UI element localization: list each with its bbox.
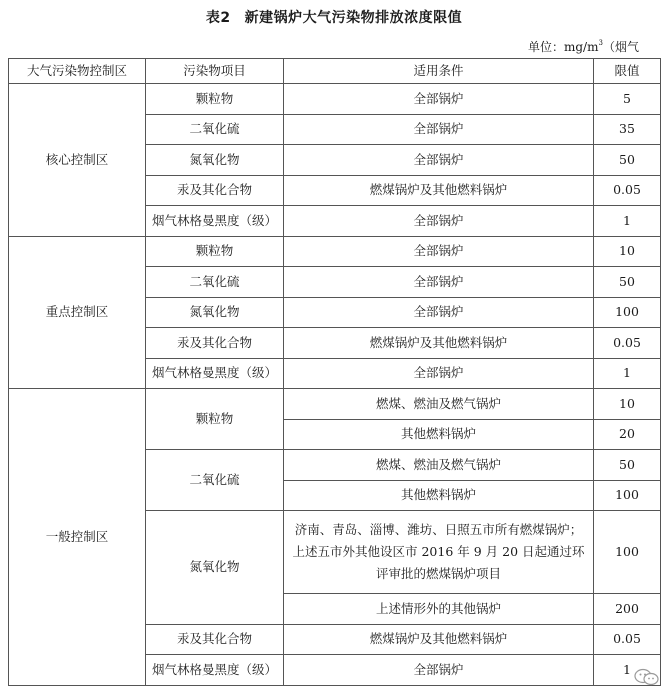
pollutant-cell: 烟气林格曼黑度（级） <box>146 358 284 389</box>
pollutant-cell: 氮氧化物 <box>146 511 284 625</box>
condition-cell: 燃煤、燃油及燃气锅炉 <box>284 389 594 420</box>
table-title <box>0 7 668 27</box>
pollutant-cell: 二氧化硫 <box>146 114 284 145</box>
condition-cell: 全部锅炉 <box>284 297 594 328</box>
unit-superscript: 3 <box>598 39 603 47</box>
header-limit: 限值 <box>594 59 661 84</box>
condition-cell: 全部锅炉 <box>284 84 594 115</box>
limit-cell: 5 <box>594 84 661 115</box>
limit-cell: 35 <box>594 114 661 145</box>
wechat-watermark-icon <box>632 667 662 687</box>
limit-cell: 1 <box>594 655 661 686</box>
pollutant-cell: 二氧化硫 <box>146 267 284 298</box>
pollutant-cell: 汞及其化合物 <box>146 328 284 359</box>
condition-cell: 全部锅炉 <box>284 236 594 267</box>
pollutant-cell: 汞及其化合物 <box>146 624 284 655</box>
pollutant-cell: 颗粒物 <box>146 84 284 115</box>
limit-cell: 20 <box>594 419 661 450</box>
pollutant-cell: 颗粒物 <box>146 389 284 450</box>
condition-cell: 全部锅炉 <box>284 206 594 237</box>
limit-cell: 0.05 <box>594 175 661 206</box>
emission-limits-table <box>8 58 661 686</box>
header-pollutant: 污染物项目 <box>146 59 284 84</box>
condition-cell: 上述情形外的其他锅炉 <box>284 594 594 625</box>
pollutant-cell: 氮氧化物 <box>146 297 284 328</box>
condition-cell: 其他燃料锅炉 <box>284 419 594 450</box>
unit-prefix: 单位：mg/m <box>528 40 599 54</box>
table-row <box>9 389 661 420</box>
limit-cell: 100 <box>594 511 661 594</box>
limit-cell: 50 <box>594 450 661 481</box>
limit-cell: 100 <box>594 297 661 328</box>
condition-cell: 全部锅炉 <box>284 267 594 298</box>
header-control-zone: 大气污染物控制区 <box>9 59 146 84</box>
zone-general: 一般控制区 <box>9 389 146 686</box>
pollutant-cell: 氮氧化物 <box>146 145 284 176</box>
condition-cell: 燃煤锅炉及其他燃料锅炉 <box>284 175 594 206</box>
pollutant-cell: 烟气林格曼黑度（级） <box>146 206 284 237</box>
pollutant-cell: 烟气林格曼黑度（级） <box>146 655 284 686</box>
condition-cell: 全部锅炉 <box>284 145 594 176</box>
limit-cell: 50 <box>594 267 661 298</box>
condition-cell: 全部锅炉 <box>284 358 594 389</box>
limit-cell: 200 <box>594 594 661 625</box>
limit-cell: 100 <box>594 480 661 511</box>
condition-cell: 其他燃料锅炉 <box>284 480 594 511</box>
unit-label <box>528 38 668 55</box>
limit-cell: 10 <box>594 389 661 420</box>
table-row <box>9 84 661 115</box>
table-number: 表2 <box>205 10 231 26</box>
zone-core: 核心控制区 <box>9 84 146 237</box>
condition-cell: 济南、青岛、淄博、潍坊、日照五市所有燃煤锅炉；上述五市外其他设区市 2016 年 9 月 20 日起通过环评审批的燃煤锅炉项目 <box>284 511 594 594</box>
limit-cell: 0.05 <box>594 624 661 655</box>
limit-cell: 0.05 <box>594 328 661 359</box>
condition-cell: 全部锅炉 <box>284 655 594 686</box>
pollutant-cell: 汞及其化合物 <box>146 175 284 206</box>
pollutant-cell: 二氧化硫 <box>146 450 284 511</box>
zone-key: 重点控制区 <box>9 236 146 389</box>
condition-cell: 全部锅炉 <box>284 114 594 145</box>
table-title-text: 新建锅炉大气污染物排放浓度限值 <box>244 10 463 26</box>
table-header-row <box>9 59 661 84</box>
condition-cell: 燃煤锅炉及其他燃料锅炉 <box>284 328 594 359</box>
pollutant-cell: 颗粒物 <box>146 236 284 267</box>
limit-cell: 50 <box>594 145 661 176</box>
condition-cell: 燃煤锅炉及其他燃料锅炉 <box>284 624 594 655</box>
unit-suffix: （烟气 <box>602 40 639 54</box>
header-condition: 适用条件 <box>284 59 594 84</box>
condition-cell: 燃煤、燃油及燃气锅炉 <box>284 450 594 481</box>
limit-cell: 10 <box>594 236 661 267</box>
limit-cell: 1 <box>594 206 661 237</box>
limit-cell: 1 <box>594 358 661 389</box>
table-row <box>9 236 661 267</box>
